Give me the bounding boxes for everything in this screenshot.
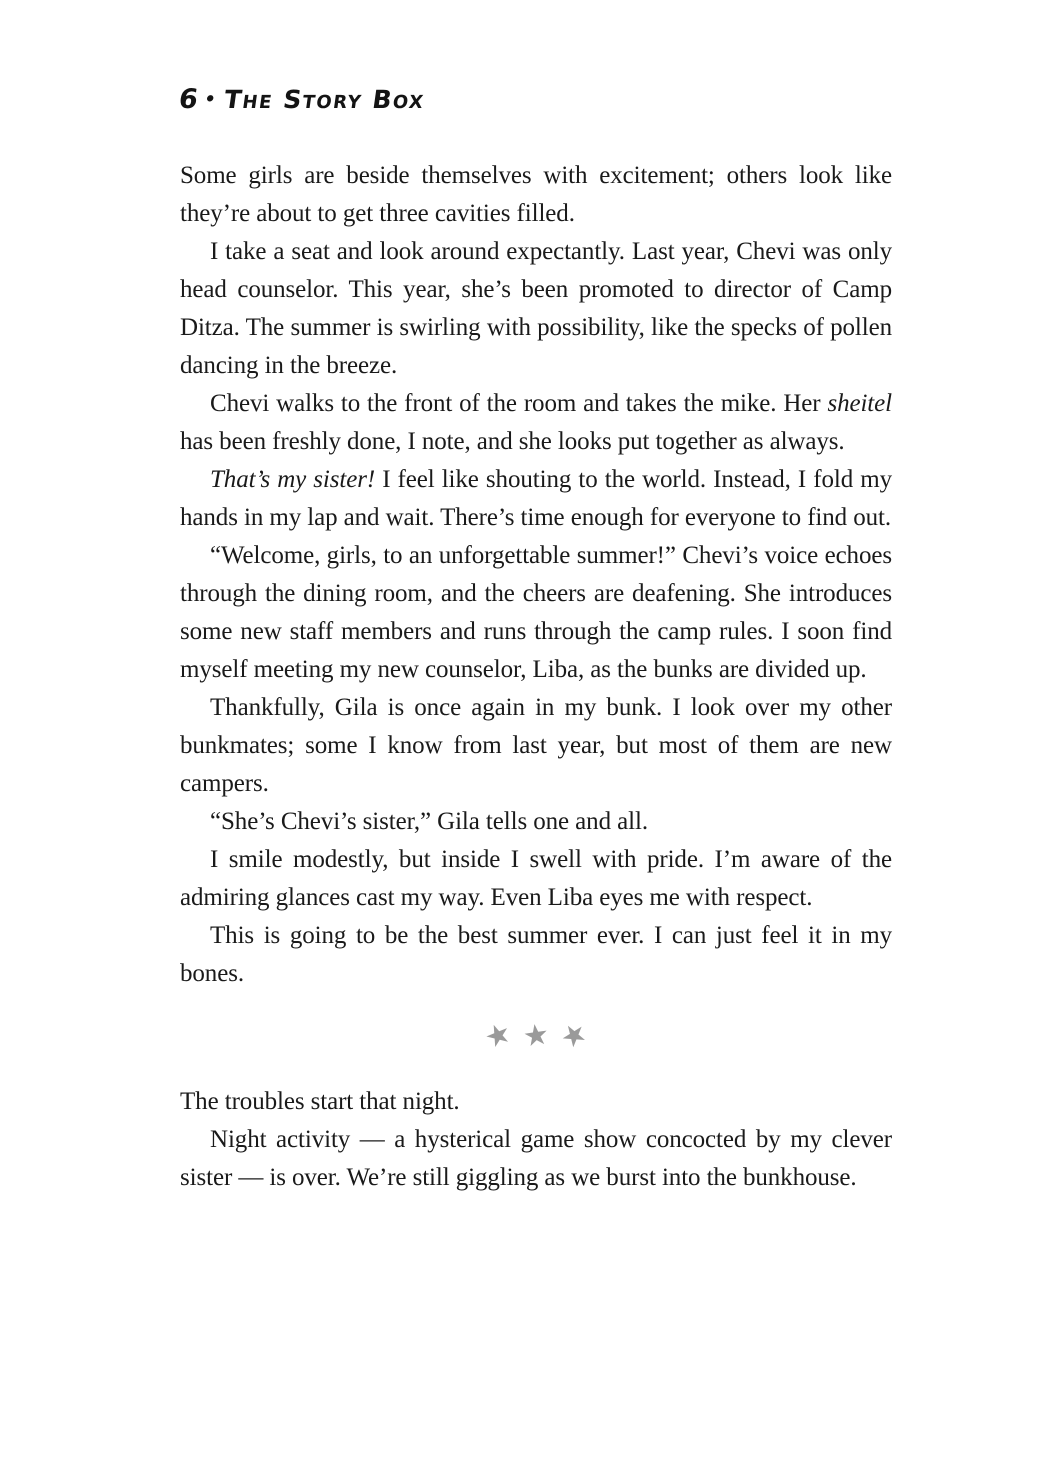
text-segment: “Welcome, girls, to an unforgettable summer!” Chevi’s voice echoes through the dining room, and the cheers are deafening. She introduces some new staff members and runs through the camp rules. I soon find myself meeting my new counselor, Liba, as the bunks are divided up. [180, 542, 892, 683]
paragraph [180, 689, 892, 803]
italic-text: sheitel [827, 390, 892, 417]
paragraph [180, 1083, 892, 1121]
text-segment: “She’s Chevi’s sister,” Gila tells one and all. [210, 808, 648, 835]
star-icon: ★ [553, 1013, 594, 1056]
text-segment: Night activity — a hysterical game show concocted by my clever sister — is over. We’re still giggling as we burst into the bunkhouse. [180, 1126, 892, 1191]
star-icon: ★ [479, 1013, 517, 1056]
bullet-separator: • [202, 89, 218, 110]
text-segment: has been freshly done, I note, and she looks put together as always. [180, 428, 845, 455]
text-segment: This is going to be the best summer ever. I can just feel it in my bones. [180, 922, 892, 987]
running-header [177, 84, 427, 115]
text-segment: The troubles start that night. [180, 1088, 460, 1115]
text-segment: Some girls are beside themselves with excitement; others look like they’re about to get three cavities filled. [180, 162, 892, 227]
text-segment: Thankfully, Gila is once again in my bunk. I look over my other bunkmates; some I know from last year, but most of them are new campers. [180, 694, 892, 797]
book-title: The Story Box [222, 85, 427, 114]
paragraph [180, 841, 892, 917]
paragraph [180, 1121, 892, 1197]
text-segment: I smile modestly, but inside I swell with pride. I’m aware of the admiring glances cast my way. Even Liba eyes me with respect. [180, 846, 892, 911]
paragraph [180, 917, 892, 993]
paragraph [180, 233, 892, 385]
star-icon: ★ [520, 1015, 552, 1054]
text-segment: I feel like shouting to the world. Instead, I fold my hands in my lap and wait. There’s time enough for everyone to find out. [180, 466, 893, 531]
paragraph [180, 385, 892, 461]
paragraph [180, 461, 892, 537]
text-segment: Chevi walks to the front of the room and takes the mike. Her [210, 390, 828, 417]
text-segment: I take a seat and look around expectantly. Last year, Chevi was only head counselor. This year, she’s been promoted to director of Camp Ditza. The summer is swirling with possibility, like the specks of pollen dancing in the breeze. [180, 238, 892, 379]
italic-text: That’s my sister! [210, 466, 376, 493]
body-text [180, 157, 892, 1197]
paragraph [180, 803, 892, 841]
paragraph [180, 537, 892, 689]
paragraph [180, 157, 892, 233]
section-break-stars [180, 1015, 892, 1055]
page-number: 6 [176, 84, 201, 115]
